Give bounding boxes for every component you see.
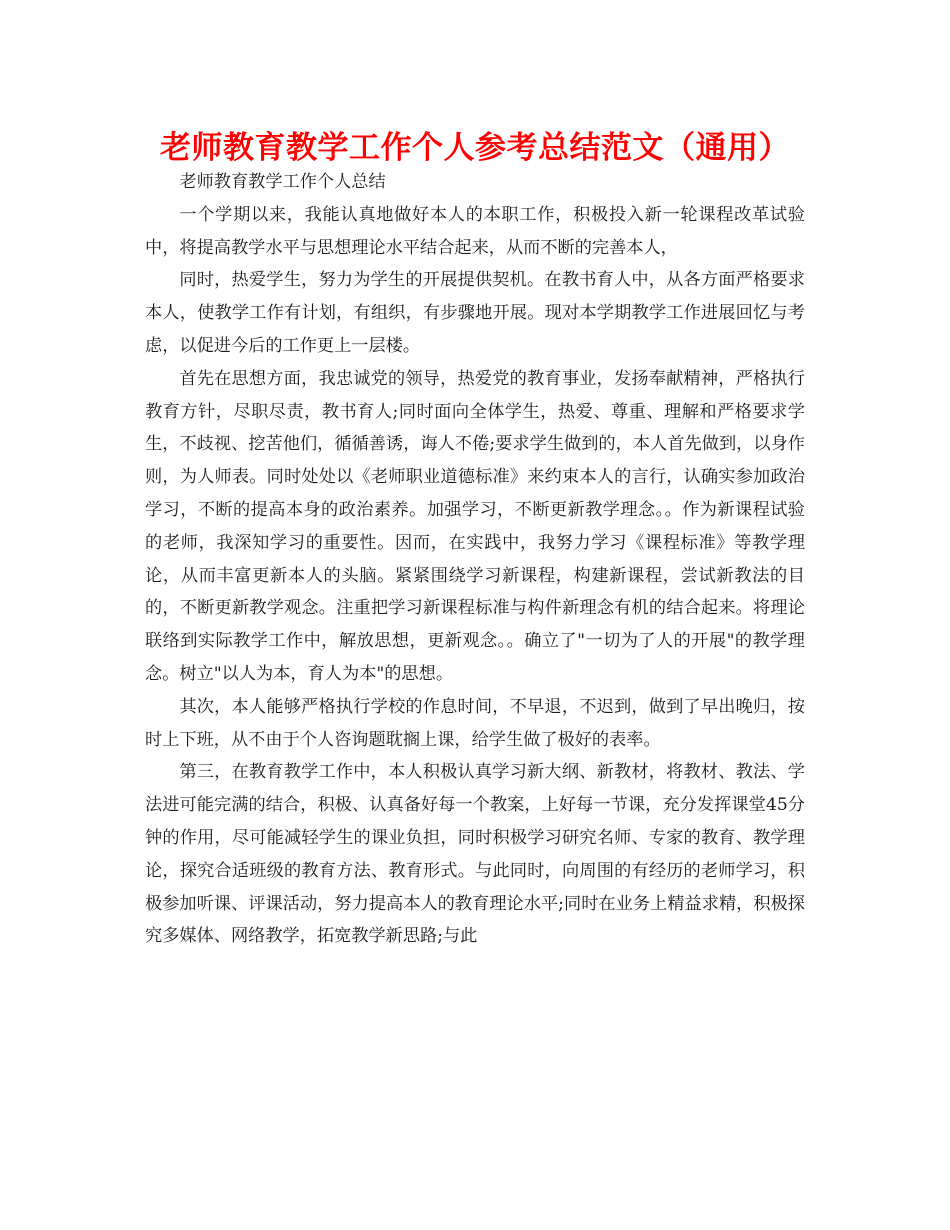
- paragraph: 其次，本人能够严格执行学校的作息时间，不早退，不迟到，做到了早出晚归，按时上下班，从不由于个人咨询题耽搁上课，给学生做了极好的表率。: [145, 696, 805, 750]
- paragraph: 第三，在教育教学工作中，本人积极认真学习新大纲、新教材，将教材、教法、学法进可能完满的结合，积极、认真备好每一个教案，上好每一节课，充分发挥课堂45分钟的作用，尽可能减轻学生的课业负担，同时积极学习研究名师、专家的教育、教学理论，探究合适班级的教育方法、教育形式。与此同时，向周围的有经历的老师学习，积极参加听课、评课活动，努力提高本人的教育理论水平;同时在业务上精益求精，积极探究多媒体、网络教学，拓宽教学新思路;与此: [145, 762, 805, 947]
- document-body: [145, 166, 805, 953]
- paragraph: 一个学期以来，我能认真地做好本人的本职工作，积极投入新一轮课程改革试验中，将提高教学水平与思想理论水平结合起来，从而不断的完善本人，: [145, 204, 805, 258]
- paragraph: 首先在思想方面，我忠诚党的领导，热爱党的教育事业，发扬奉献精神，严格执行教育方针，尽职尽责，教书育人;同时面向全体学生，热爱、尊重、理解和严格要求学生，不歧视、挖苦他们，循循善诱，诲人不倦;要求学生做到的，本人首先做到，以身作则，为人师表。同时处处以《老师职业道德标准》来约束本人的言行，认确实参加政治学习，不断的提高本身的政治素养。加强学习，不断更新教学理念。。作为新课程试验的老师，我深知学习的重要性。因而，在实践中，我努力学习《课程标准》等教学理论，从而丰富更新本人的头脑。紧紧围绕学习新课程，构建新课程，尝试新教法的目的，不断更新教学观念。注重把学习新课程标准与构件新理念有机的结合起来。将理论联络到实际教学工作中，解放思想，更新观念。。确立了"一切为了人的开展"的教学理念。树立"以人为本，育人为本"的思想。: [145, 368, 805, 684]
- document-subtitle: 老师教育教学工作个人总结: [179, 172, 386, 192]
- paragraph: 同时，热爱学生，努力为学生的开展提供契机。在教书育人中，从各方面严格要求本人，使教学工作有计划，有组织，有步骤地开展。现对本学期教学工作进展回忆与考虑，以促进今后的工作更上一层楼。: [145, 270, 805, 356]
- document-title: 老师教育教学工作个人参考总结范文（通用）: [160, 130, 790, 166]
